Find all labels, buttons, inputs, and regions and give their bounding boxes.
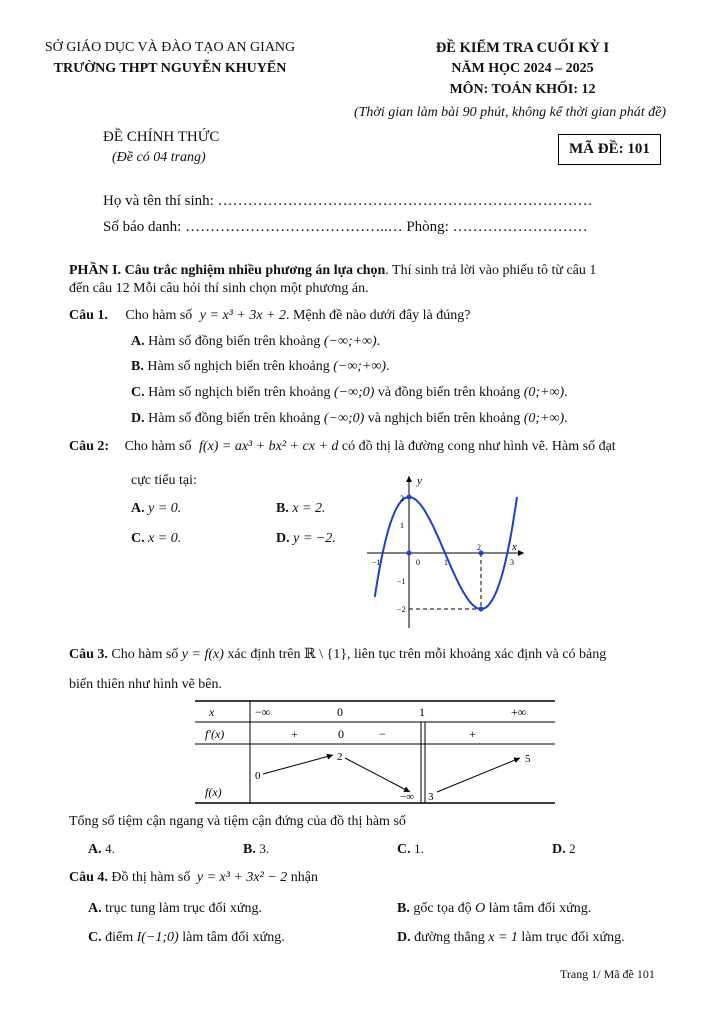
q1-option-c-math2: (0;+∞) (523, 385, 565, 400)
q3-stem-d: biến thiên như hình vẽ bên. (69, 677, 223, 692)
q4-label: Câu 4. (69, 870, 108, 885)
q2-option-a-key: A. (131, 501, 145, 516)
q3-option-b-key: B. (243, 842, 256, 857)
point-min (479, 607, 484, 612)
q1-option-c-key: C. (131, 385, 145, 400)
q1-option-c-tail: . (564, 385, 568, 400)
table-row-x: x (209, 705, 215, 719)
q3-option-b[interactable] (243, 840, 269, 859)
q1-option-d-tail: . (564, 411, 568, 426)
q4-option-c[interactable] (88, 929, 285, 947)
q1-stem-b: . Mệnh đề nào dưới đây là đúng? (285, 308, 471, 323)
q3-option-a[interactable] (88, 840, 115, 859)
q3-variation-table (195, 700, 555, 804)
q3-option-a-key: A. (88, 842, 102, 857)
q2-stem-a: Cho hàm số (124, 439, 192, 454)
q4-option-a[interactable] (88, 900, 262, 918)
q3-option-d-math: 2 (569, 841, 576, 856)
q4-option-d-key: D. (397, 930, 411, 945)
part1-title: PHẦN I. Câu trắc nghiệm nhiều phương án lựa chọn (69, 263, 386, 278)
tick-x-3: 3 (510, 558, 514, 567)
q4-option-b-key: B. (397, 901, 410, 916)
q3-option-b-math: 3. (259, 841, 270, 856)
q1-option-b[interactable] (131, 358, 390, 376)
exam-code-box (558, 134, 661, 165)
q2-option-a-math: y = 0. (148, 501, 182, 516)
q2-option-d-key: D. (276, 531, 290, 546)
q2-option-d-math: y = −2. (293, 531, 336, 546)
q1-func: y = x³ + 3x + 2 (199, 308, 286, 323)
q4-option-b-text: gốc tọa độ (413, 901, 472, 916)
table-x-0: 0 (337, 705, 343, 719)
q1-stem-a: Cho hàm số (125, 308, 193, 323)
table-sign-zero: 0 (338, 727, 344, 741)
q1-label: Câu 1. (69, 308, 108, 323)
pages-note: (Đề có 04 trang) (112, 150, 206, 165)
q1-option-a-math: (−∞;+∞) (323, 334, 377, 349)
table-f-neginf: −∞ (400, 791, 415, 803)
table-f-3: 3 (428, 791, 434, 803)
q1-option-d-key: D. (131, 411, 145, 426)
q2-cubic-graph (362, 470, 532, 630)
q4-option-c-text: điểm (105, 930, 134, 945)
student-name-line: Họ và tên thí sinh: ………………………………………………………………… (103, 193, 593, 209)
q2-stem-b: có đồ thị là đường cong như hình vẽ. Hàm số đạt (341, 439, 616, 454)
q2-option-c[interactable] (131, 530, 181, 548)
q2-option-b[interactable] (276, 500, 326, 518)
time-note: (Thời gian làm bài 90 phút, không kể thời gian phát đề) (353, 105, 667, 120)
q1-option-c-mid: và đồng biến trên khoảng (377, 385, 521, 400)
q1-option-c-math: (−∞;0) (333, 385, 375, 400)
q2-option-c-math: x = 0. (148, 531, 182, 546)
q3-option-c[interactable] (397, 840, 424, 859)
page-footer: Trang 1/ Mã đề 101 (560, 967, 655, 981)
q2-option-c-key: C. (131, 531, 145, 546)
q4-option-b-tail: làm tâm đối xứng. (488, 901, 592, 916)
q1-option-d[interactable] (131, 410, 568, 428)
exam-code: MÃ ĐỀ: 101 (569, 141, 650, 157)
x-axis-label: x (512, 541, 517, 553)
table-x-neginf: −∞ (255, 705, 271, 719)
dept-name: SỞ GIÁO DỤC VÀ ĐÀO TẠO AN GIANG (44, 40, 296, 55)
tick-y-1: 1 (400, 521, 404, 530)
part1-intro (69, 262, 689, 280)
q1-option-a[interactable] (131, 333, 380, 351)
tick-y-2: 2 (400, 494, 404, 503)
table-x-1: 1 (419, 705, 425, 719)
point-origin (407, 551, 412, 556)
q1-option-a-tail: . (376, 334, 381, 349)
tick-x-1: 1 (444, 558, 448, 567)
q1-stem (69, 307, 471, 325)
exam-title: ĐỀ KIỂM TRA CUỐI KỲ I (435, 40, 610, 56)
q1-option-c[interactable] (131, 384, 568, 402)
q1-option-b-key: B. (131, 359, 144, 374)
q4-option-c-key: C. (88, 930, 102, 945)
q3-stem-a: Cho hàm số (111, 647, 179, 662)
q4-option-b-math: O (475, 901, 486, 916)
q3-option-a-math: 4. (105, 841, 115, 856)
q3-option-d[interactable] (552, 840, 576, 859)
table-x-posinf: +∞ (511, 705, 527, 719)
table-sign-2: − (379, 727, 386, 741)
q1-option-d-math: (−∞;0) (323, 411, 365, 426)
q1-option-b-tail: . (386, 359, 390, 374)
q3-stem-c: , liên tục trên mỗi khoảng xác định và có bảng (346, 647, 607, 662)
q1-option-d-mid: và nghịch biến trên khoảng (367, 411, 521, 426)
table-f-2: 2 (337, 751, 343, 763)
tick-y-neg2: −2 (397, 605, 406, 614)
table-sign-1: + (291, 727, 298, 741)
q1-option-d-text: Hàm số đồng biến trên khoảng (148, 411, 321, 426)
student-id-line: Số báo danh: …………………………………..… Phòng: ……………………… (103, 219, 588, 235)
q3-question: Tổng số tiệm cận ngang và tiệm cận đứng của đồ thị hàm số (69, 814, 406, 829)
arrow-up-1 (263, 755, 333, 774)
q4-option-b[interactable] (397, 900, 591, 918)
q3-label: Câu 3. (69, 647, 108, 662)
tick-x-neg1: −1 (372, 558, 381, 567)
tick-y-neg1: −1 (397, 577, 406, 586)
q3-stem-b: xác định trên (227, 647, 301, 662)
table-row-f: f(x) (205, 785, 222, 799)
table-sign-3: + (469, 727, 476, 741)
q2-option-b-key: B. (276, 501, 289, 516)
q1-option-b-text: Hàm số nghịch biến trên khoảng (147, 359, 330, 374)
q3-func: y = f(x) (181, 647, 224, 662)
y-axis-label: y (417, 475, 422, 487)
q1-option-a-text: Hàm số đồng biến trên khoảng (148, 334, 321, 349)
tick-x-0: 0 (416, 558, 420, 567)
q2-func: f(x) = ax³ + bx² + cx + d (198, 439, 339, 454)
arrow-up-2 (437, 758, 520, 792)
official-label: ĐỀ CHÍNH THỨC (103, 129, 220, 145)
q1-option-a-key: A. (131, 334, 145, 349)
q2-stem (69, 438, 616, 456)
q3-domain: ℝ \ {1} (303, 647, 347, 662)
part1-intro-2: đến câu 12 Mỗi câu hỏi thí sinh chọn một phương án. (69, 281, 369, 296)
q4-option-d-text: đường thẳng (414, 930, 485, 945)
q4-option-d[interactable] (397, 929, 625, 947)
q3-option-c-key: C. (397, 842, 411, 857)
subject: MÔN: TOÁN KHỐI: 12 (449, 82, 596, 97)
point-max (407, 495, 412, 500)
q2-option-b-math: x = 2. (292, 501, 326, 516)
part1-intro-text: . Thí sinh trả lời vào phiếu tô từ câu 1 (385, 263, 597, 278)
q2-option-d[interactable] (276, 530, 336, 548)
q4-option-d-tail: làm trục đối xứng. (521, 930, 625, 945)
q1-option-c-text: Hàm số nghịch biến trên khoảng (148, 385, 331, 400)
q4-option-a-key: A. (88, 901, 102, 916)
arrow-down (345, 758, 410, 792)
q4-stem-a: Đồ thị hàm số (111, 870, 191, 885)
q4-option-a-text: trục tung làm trục đối xứng. (105, 901, 263, 916)
q4-option-d-math: x = 1 (488, 930, 518, 945)
q1-option-b-math: (−∞;+∞) (333, 359, 387, 374)
q4-stem (69, 869, 318, 887)
q2-stem-c: cực tiểu tại: (131, 473, 197, 488)
table-f-5: 5 (525, 753, 531, 765)
q3-option-d-key: D. (552, 842, 566, 857)
q2-option-a[interactable] (131, 500, 181, 518)
q4-option-c-tail: làm tâm đối xứng. (182, 930, 285, 945)
q4-func: y = x³ + 3x² − 2 (196, 870, 288, 885)
q2-label: Câu 2: (69, 439, 110, 454)
q1-option-d-math2: (0;+∞) (523, 411, 565, 426)
tick-x-2: 2 (477, 543, 481, 552)
school-name: TRƯỜNG THPT NGUYỄN KHUYẾN (53, 61, 287, 76)
q4-stem-b: nhận (290, 870, 318, 885)
q3-stem (69, 646, 606, 664)
table-row-fprime: f′(x) (205, 727, 225, 741)
q3-option-c-math: 1. (414, 841, 424, 856)
school-year: NĂM HỌC 2024 – 2025 (451, 61, 594, 76)
table-f-0: 0 (255, 770, 261, 782)
q4-option-c-math: I(−1;0) (136, 930, 179, 945)
